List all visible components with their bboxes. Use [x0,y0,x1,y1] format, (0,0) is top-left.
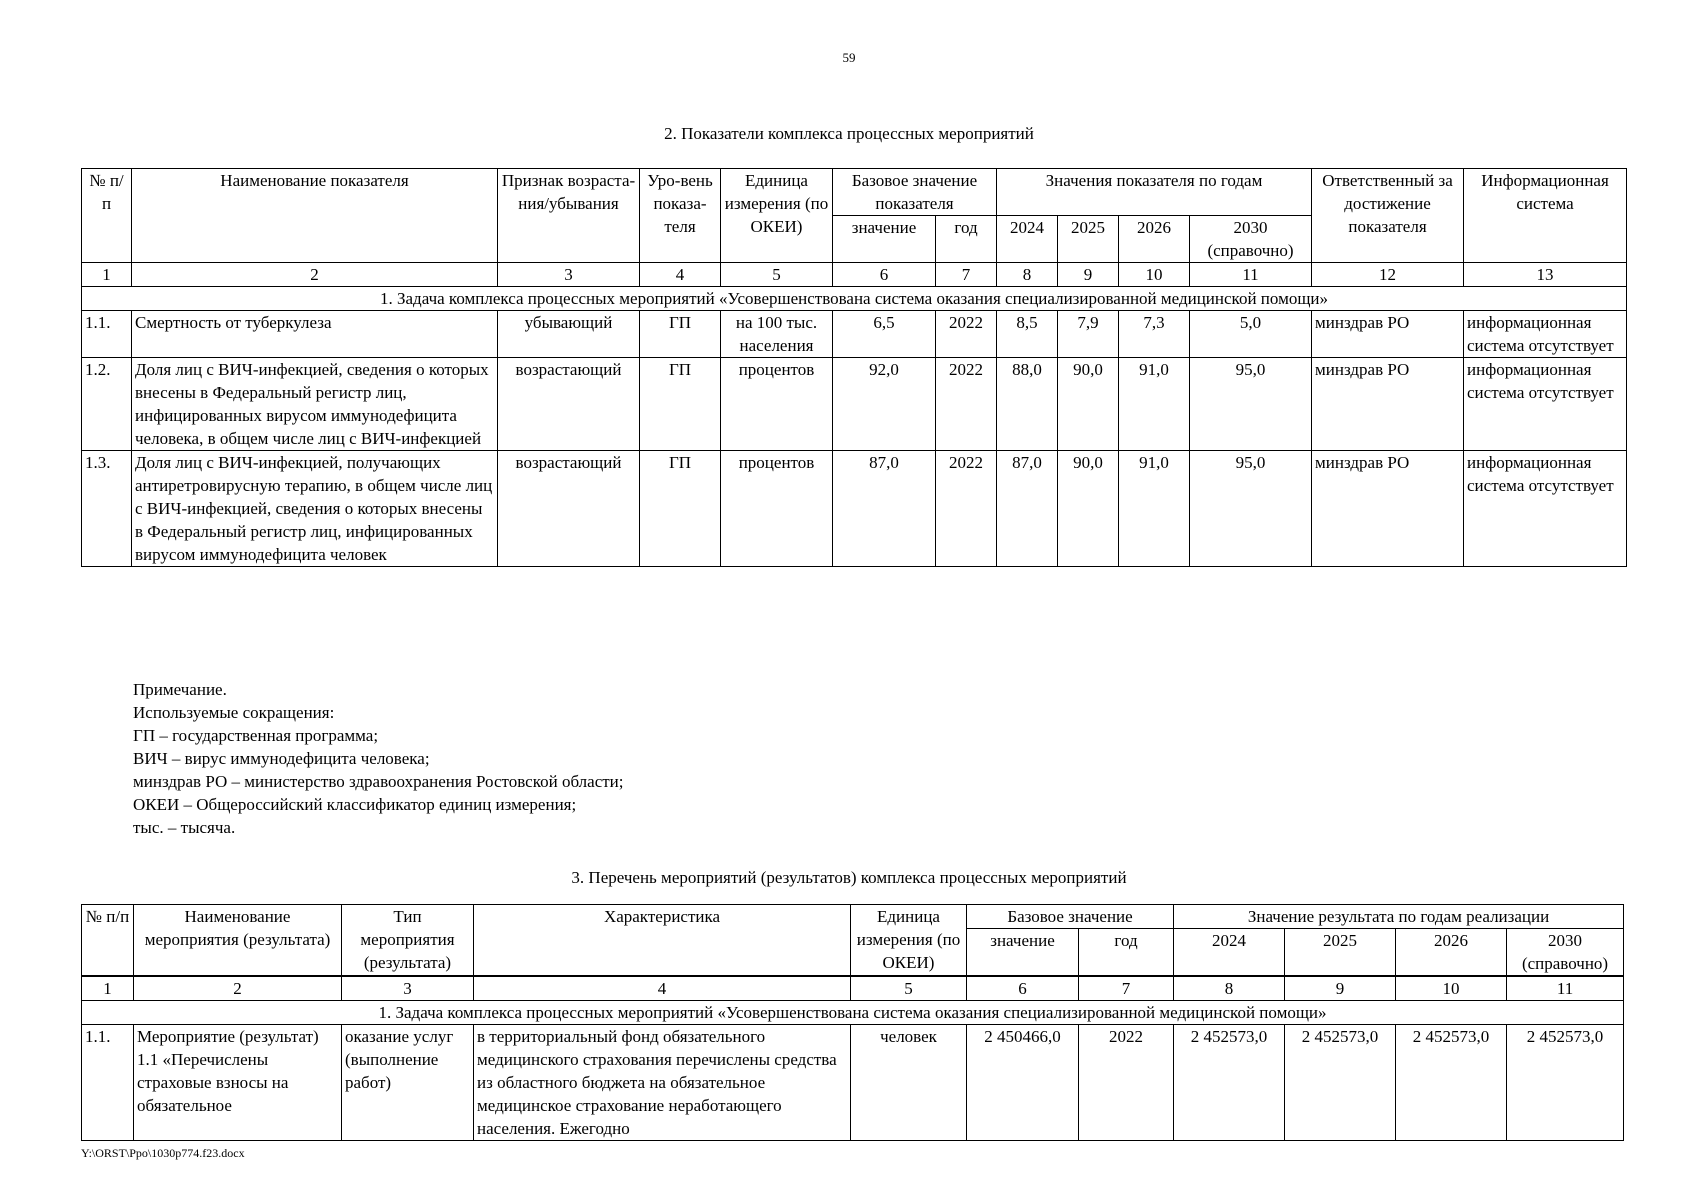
table-row [82,311,1627,358]
header-num: № п/п [82,169,132,263]
value-2025-cell: 7,9 [1058,311,1119,358]
infosystem-cell: информационная система отсутствует [1464,358,1627,451]
header-responsible: Ответственный за достижение показателя [1312,169,1464,263]
value-2024-cell: 8,5 [997,311,1058,358]
value-2024-cell: 87,0 [997,451,1058,567]
column-numbers-row [82,976,1624,1001]
unit-cell: человек [851,1025,967,1141]
header-year-2025: 2025 [1285,929,1396,977]
abbreviations-note [133,678,624,839]
column-number: 2 [134,976,342,1001]
column-number: 4 [474,976,851,1001]
note-line: ГП – государственная программа; [133,726,379,745]
header-base-value: значение [967,929,1079,977]
base-year-cell: 2022 [936,451,997,567]
infosystem-cell: информационная система отсутствует [1464,451,1627,567]
level-cell: ГП [640,451,721,567]
trend-cell: возрастающий [498,358,640,451]
header-level: Уро-вень показа-теля [640,169,721,263]
header-base-value: значение [833,216,936,263]
section-title-activities: 3. Перечень мероприятий (результатов) комплекса процессных мероприятий [571,868,1127,887]
header-base-year: год [1079,929,1174,977]
base-value-cell: 6,5 [833,311,936,358]
column-number: 12 [1312,263,1464,287]
note-title: Примечание. [133,680,227,699]
column-number: 3 [342,976,474,1001]
activity-name: Мероприятие (результат) 1.1 «Перечислены страховые взносы на обязательное [134,1025,342,1141]
header-year-2030: 2030 (справочно) [1507,929,1624,977]
header-num: № п/п [82,905,134,977]
indicator-name: Смертность от туберкулеза [132,311,498,358]
header-base: Базовое значение [967,905,1174,929]
row-num: 1.1. [82,311,132,358]
column-number: 5 [851,976,967,1001]
header-name: Наименование показателя [132,169,498,263]
note-line: ВИЧ – вирус иммунодефицита человека; [133,749,430,768]
unit-cell: процентов [721,451,833,567]
column-number: 4 [640,263,721,287]
value-2026-cell: 2 452573,0 [1396,1025,1507,1141]
header-year-2030: 2030 (справочно) [1190,216,1312,263]
unit-cell: на 100 тыс. населения [721,311,833,358]
column-number: 11 [1190,263,1312,287]
column-number: 10 [1396,976,1507,1001]
header-trend: Признак возраста-ния/убывания [498,169,640,263]
header-infosystem: Информационная система [1464,169,1627,263]
header-activity-type: Тип мероприятия (результата) [342,905,474,977]
note-line: ОКЕИ – Общероссийский классификатор единиц измерения; [133,795,577,814]
column-number: 9 [1285,976,1396,1001]
header-base: Базовое значение показателя [833,169,997,216]
header-year-2024: 2024 [1174,929,1285,977]
responsible-cell: минздрав РО [1312,451,1464,567]
column-number: 6 [967,976,1079,1001]
value-2026-cell: 91,0 [1119,451,1190,567]
header-unit: Единица измерения (по ОКЕИ) [721,169,833,263]
level-cell: ГП [640,358,721,451]
row-num: 1.3. [82,451,132,567]
task-row: 1. Задача комплекса процессных мероприятий «Усовершенствована система оказания специализированной медицинской помощи» [82,287,1627,311]
value-2025-cell: 90,0 [1058,358,1119,451]
responsible-cell: минздрав РО [1312,358,1464,451]
column-number: 1 [82,976,134,1001]
value-2025-cell: 2 452573,0 [1285,1025,1396,1141]
indicator-name: Доля лиц с ВИЧ-инфекцией, получающих антиретровирусную терапию, в общем числе лиц с ВИЧ-инфекцией, сведения о которых внесены в Федеральный регистр лиц, инфицированных вирусом иммунодефицита человек [132,451,498,567]
base-year-cell: 2022 [936,358,997,451]
header-year-2026: 2026 [1119,216,1190,263]
level-cell: ГП [640,311,721,358]
column-number: 13 [1464,263,1627,287]
header-year-2024: 2024 [997,216,1058,263]
header-unit: Единица измерения (по ОКЕИ) [851,905,967,977]
value-2030-cell: 5,0 [1190,311,1312,358]
page-number: 59 [842,50,856,65]
header-year-2025: 2025 [1058,216,1119,263]
column-number: 1 [82,263,132,287]
note-line: Используемые сокращения: [133,703,335,722]
activities-table [81,904,1624,1141]
column-number: 2 [132,263,498,287]
value-2025-cell: 90,0 [1058,451,1119,567]
note-line: минздрав РО – министерство здравоохранения Ростовской области; [133,772,624,791]
value-2030-cell: 95,0 [1190,451,1312,567]
header-years: Значение результата по годам реализации [1174,905,1624,929]
row-num: 1.1. [82,1025,134,1141]
activity-characteristic: в территориальный фонд обязательного медицинского страхования перечислены средства из областного бюджета на обязательное медицинское страхование неработающего населения. Ежегодно [474,1025,851,1141]
trend-cell: возрастающий [498,451,640,567]
responsible-cell: минздрав РО [1312,311,1464,358]
row-num: 1.2. [82,358,132,451]
column-number: 5 [721,263,833,287]
column-number: 7 [1079,976,1174,1001]
column-number: 6 [833,263,936,287]
value-2026-cell: 91,0 [1119,358,1190,451]
base-value-cell: 2 450466,0 [967,1025,1079,1141]
trend-cell: убывающий [498,311,640,358]
header-years: Значения показателя по годам [997,169,1312,216]
header-activity-name: Наименование мероприятия (результата) [134,905,342,977]
header-base-year: год [936,216,997,263]
base-value-cell: 92,0 [833,358,936,451]
base-year-cell: 2022 [936,311,997,358]
infosystem-cell: информационная система отсутствует [1464,311,1627,358]
value-2030-cell: 95,0 [1190,358,1312,451]
column-number: 10 [1119,263,1190,287]
column-number: 8 [997,263,1058,287]
unit-cell: процентов [721,358,833,451]
table-row [82,1025,1624,1141]
column-number: 11 [1507,976,1624,1001]
indicators-table [81,168,1627,567]
column-numbers-row [82,263,1627,287]
activity-type: оказание услуг (выполнение работ) [342,1025,474,1141]
file-path-footer: Y:\ORST\Ppo\1030p774.f23.docx [81,1146,245,1160]
column-number: 8 [1174,976,1285,1001]
indicator-name: Доля лиц с ВИЧ-инфекцией, сведения о которых внесены в Федеральный регистр лиц, инфицированных вирусом иммунодефицита человека, в общем числе лиц с ВИЧ-инфекцией [132,358,498,451]
column-number: 7 [936,263,997,287]
table-row [82,451,1627,567]
value-2024-cell: 88,0 [997,358,1058,451]
base-year-cell: 2022 [1079,1025,1174,1141]
value-2026-cell: 7,3 [1119,311,1190,358]
header-characteristic: Характеристика [474,905,851,977]
column-number: 3 [498,263,640,287]
section-title-indicators: 2. Показатели комплекса процессных мероприятий [664,124,1034,143]
value-2024-cell: 2 452573,0 [1174,1025,1285,1141]
base-value-cell: 87,0 [833,451,936,567]
header-year-2026: 2026 [1396,929,1507,977]
column-number: 9 [1058,263,1119,287]
task-row: 1. Задача комплекса процессных мероприятий «Усовершенствована система оказания специализированной медицинской помощи» [82,1001,1624,1025]
note-line: тыс. – тысяча. [133,818,236,837]
table-row [82,358,1627,451]
value-2030-cell: 2 452573,0 [1507,1025,1624,1141]
